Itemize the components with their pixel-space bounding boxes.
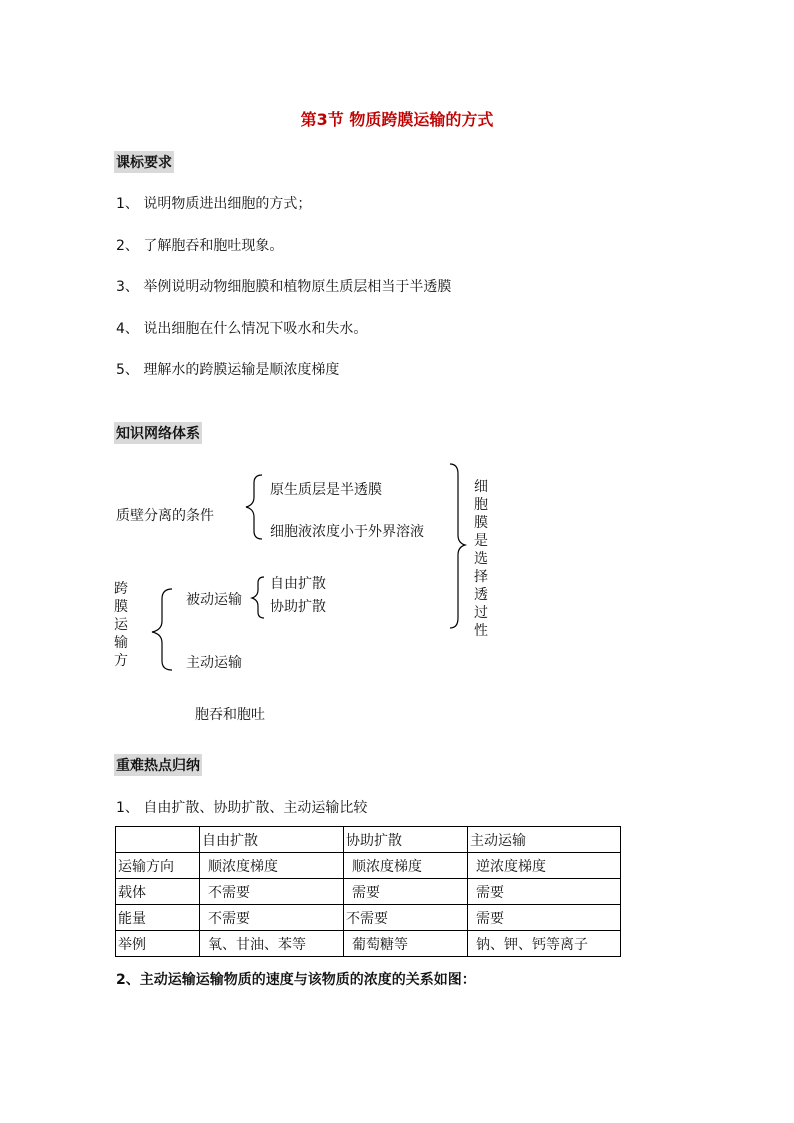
brace-transmembrane <box>152 589 172 670</box>
curriculum-item: 3、 举例说明动物细胞膜和植物原生质层相当于半透膜 <box>116 279 452 295</box>
selective-permeability-label: 细胞膜是选择透过性 <box>474 479 488 639</box>
table-cell: 不需要 <box>200 879 344 905</box>
plasmolysis-label: 质壁分离的条件 <box>116 508 214 524</box>
brace-plasmolysis <box>246 475 262 539</box>
brace-passive <box>252 577 264 618</box>
table-row <box>116 931 621 957</box>
table-cell: 不需要 <box>200 905 344 931</box>
table-header-cell: 主动运输 <box>468 827 621 853</box>
endocytosis-exocytosis-label: 胞吞和胞吐 <box>195 707 265 723</box>
comparison-table <box>115 826 621 957</box>
section-heading-curriculum: 课标要求 <box>114 151 174 173</box>
table-header-cell: 自由扩散 <box>200 827 344 853</box>
table-header-cell: 协助扩散 <box>344 827 468 853</box>
key-point-item: 1、 自由扩散、协助扩散、主动运输比较 <box>116 800 368 816</box>
curriculum-item: 1、 说明物质进出细胞的方式； <box>116 196 312 212</box>
condition-semipermeable: 原生质层是半透膜 <box>270 482 382 498</box>
facilitated-diffusion-label: 协助扩散 <box>270 599 326 615</box>
passive-transport-label: 被动运输 <box>186 592 242 608</box>
curriculum-item: 5、 理解水的跨膜运输是顺浓度梯度 <box>116 362 340 378</box>
page-title: 第3节 物质跨膜运输的方式 <box>300 110 494 129</box>
table-cell: 顺浓度梯度 <box>344 853 468 879</box>
table-row <box>116 853 621 879</box>
table-cell: 需要 <box>468 905 621 931</box>
table-cell: 葡萄糖等 <box>344 931 468 957</box>
table-cell: 不需要 <box>344 905 468 931</box>
table-row <box>116 879 621 905</box>
table-cell: 需要 <box>468 879 621 905</box>
table-row-label: 举例 <box>116 931 200 957</box>
table-row <box>116 905 621 931</box>
table-header-row <box>116 827 621 853</box>
section-heading-network: 知识网络体系 <box>114 422 202 444</box>
table-row-label: 载体 <box>116 879 200 905</box>
free-diffusion-label: 自由扩散 <box>270 576 326 592</box>
transmembrane-label: 跨膜运输方 <box>114 581 128 669</box>
curriculum-item: 4、 说出细胞在什么情况下吸水和失水。 <box>116 321 368 337</box>
table-cell: 氧、甘油、苯等 <box>200 931 344 957</box>
table-cell <box>116 827 200 853</box>
active-transport-label: 主动运输 <box>186 655 242 671</box>
table-cell: 钠、钾、钙等离子 <box>468 931 621 957</box>
table-cell: 顺浓度梯度 <box>200 853 344 879</box>
table-cell: 逆浓度梯度 <box>468 853 621 879</box>
condition-concentration: 细胞液浓度小于外界溶液 <box>270 524 424 540</box>
key-point-item: 2、主动运输运输物质的速度与该物质的浓度的关系如图： <box>116 972 476 988</box>
brace-selective <box>450 464 465 628</box>
table-row-label: 能量 <box>116 905 200 931</box>
section-heading-key-points: 重难热点归纳 <box>114 754 202 776</box>
table-row-label: 运输方向 <box>116 853 200 879</box>
curriculum-item: 2、 了解胞吞和胞吐现象。 <box>116 238 284 254</box>
table-cell: 需要 <box>344 879 468 905</box>
